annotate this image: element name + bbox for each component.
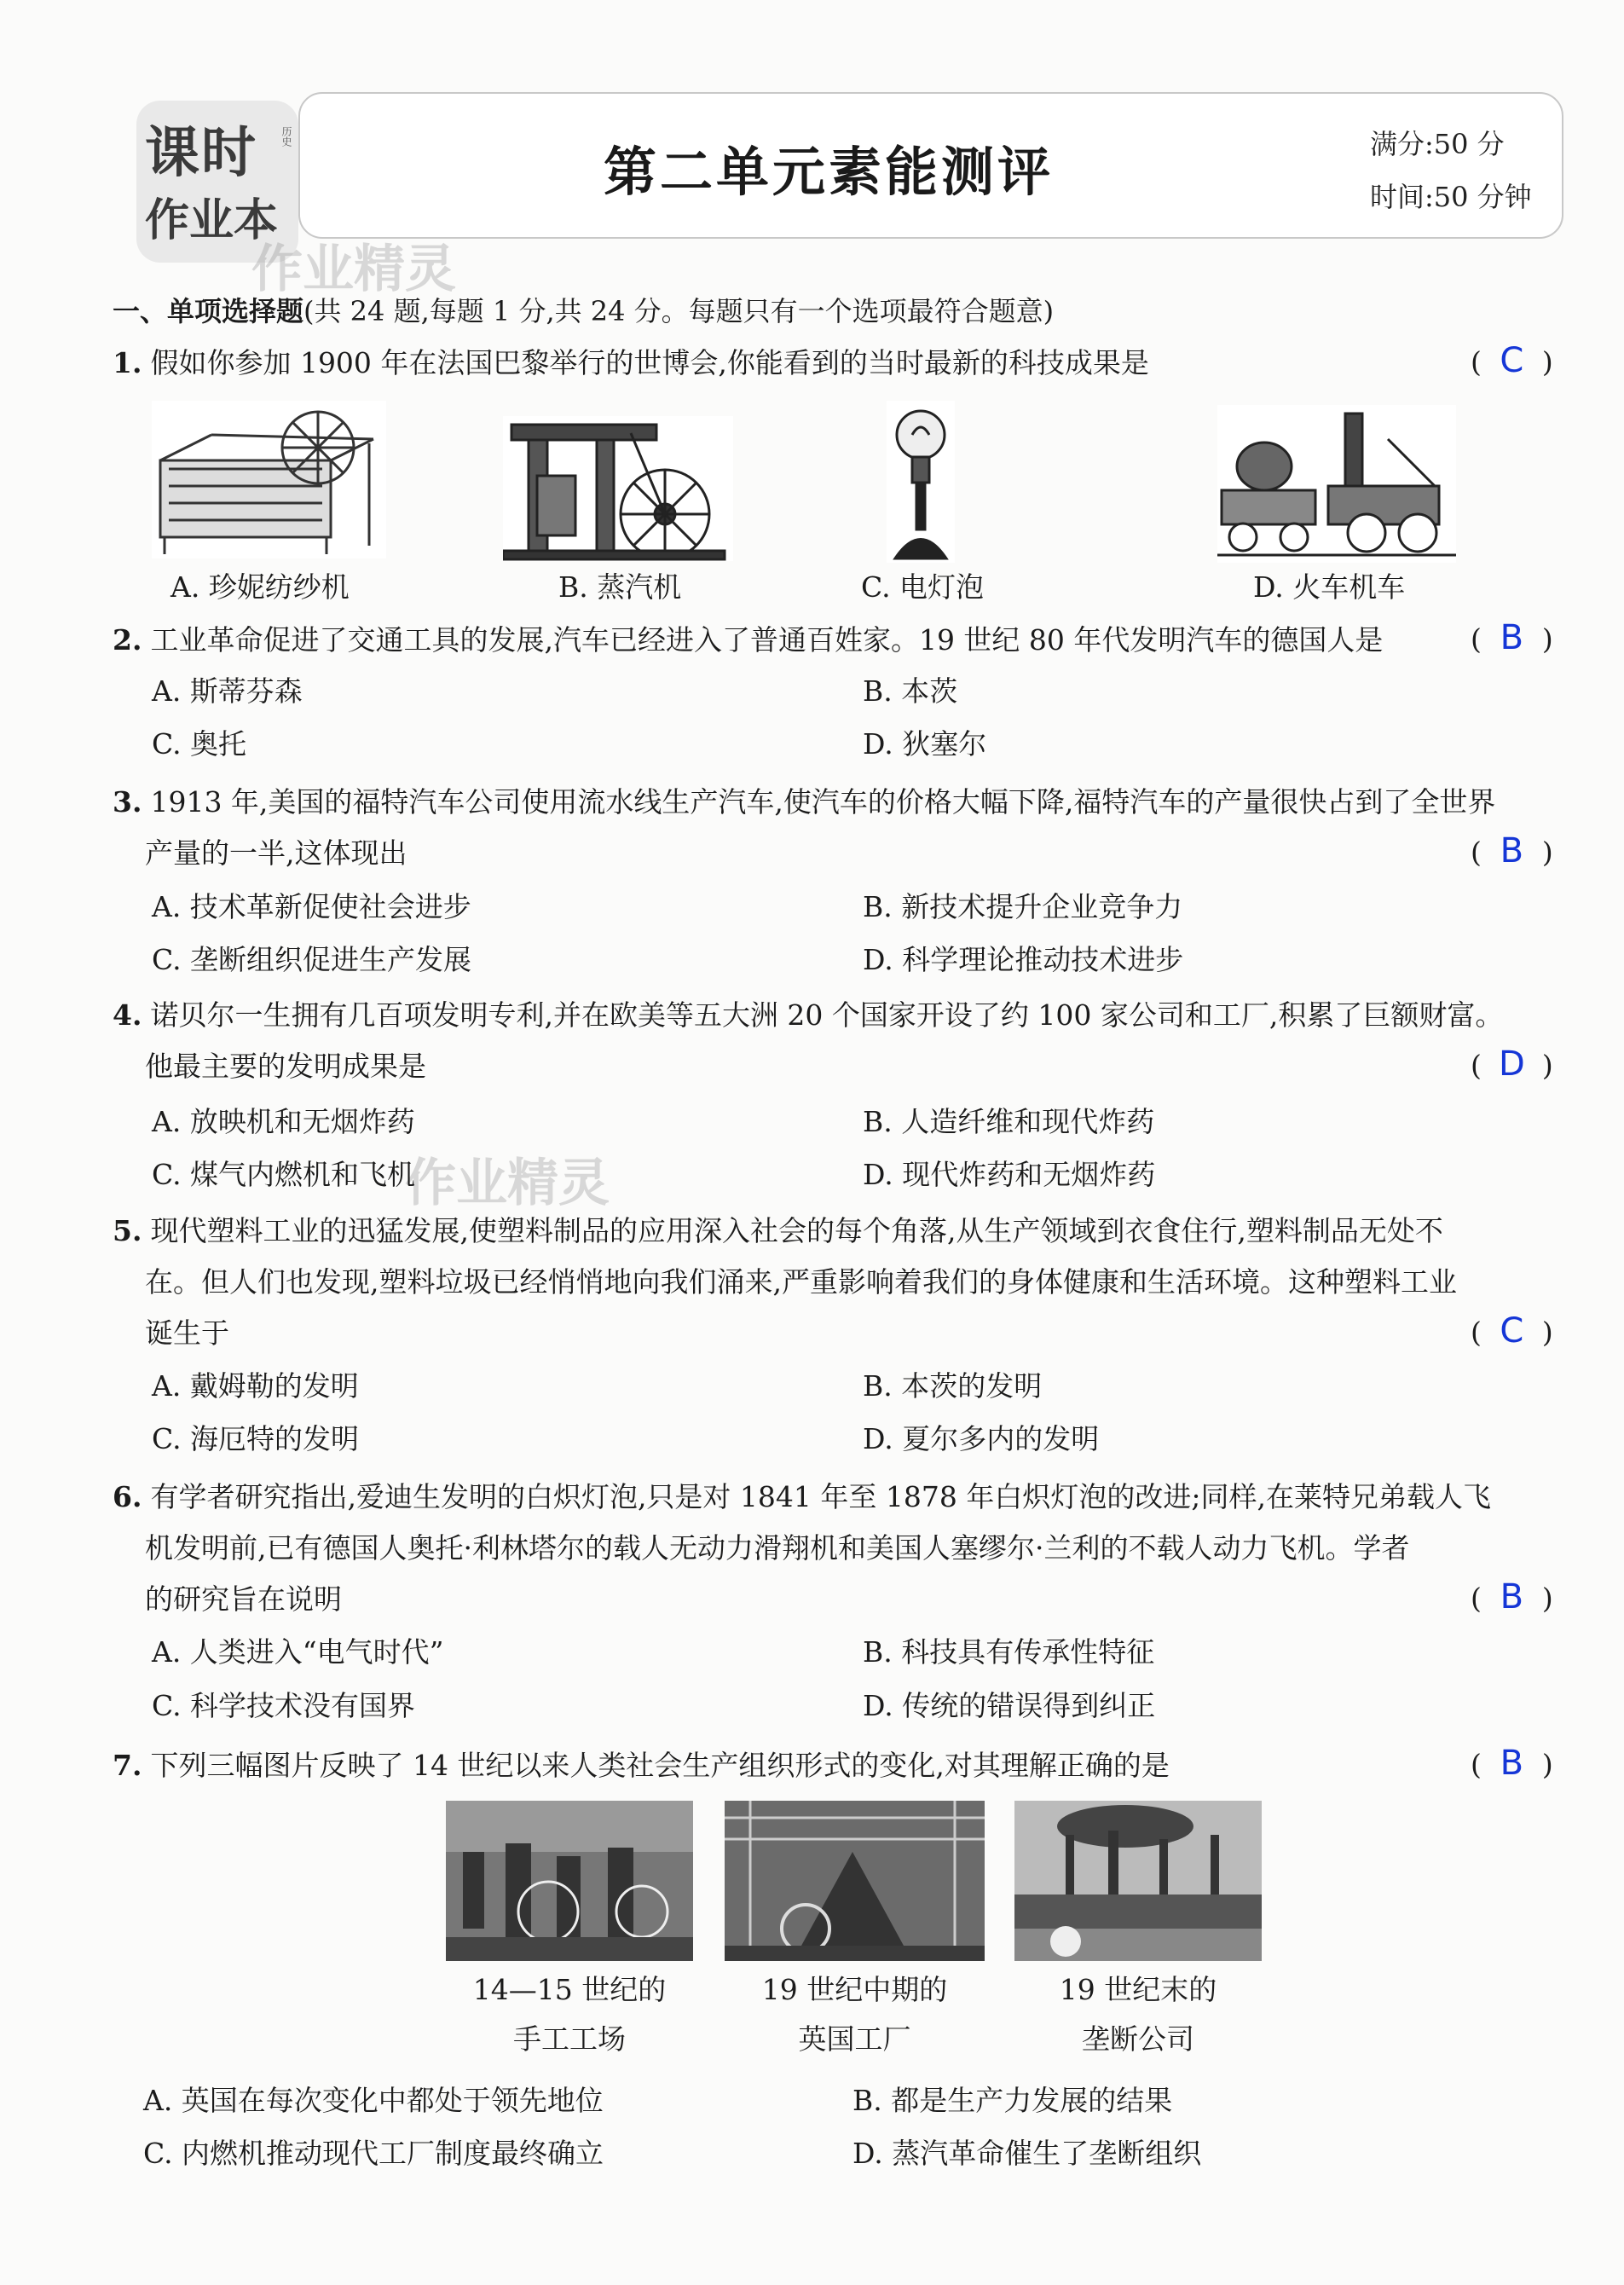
steam-engine-image [503, 416, 733, 561]
question-2-answer: ( B ) [1471, 618, 1553, 657]
question-3-option-b: B. 新技术提升企业竞争力 [863, 890, 1183, 923]
question-5-option-c: C. 海厄特的发明 [152, 1422, 360, 1455]
question-3-text: 3. 1913 年,美国的福特汽车公司使用流水线生产汽车,使汽车的价格大幅下降,福特汽车的产量很快占到了全世界 [113, 785, 1496, 819]
question-2-option-b: B. 本茨 [863, 674, 958, 708]
question-3-answer: ( B ) [1471, 831, 1553, 871]
question-5-option-d: D. 夏尔多内的发明 [863, 1422, 1100, 1455]
question-7-option-d: D. 蒸汽革命催生了垄断组织 [852, 2137, 1202, 2170]
question-5-text: 5. 现代塑料工业的迅猛发展,使塑料制品的应用深入社会的每个角落,从生产领域到衣食住行,塑料制品无处不 [113, 1214, 1443, 1247]
question-4-text: 4. 诺贝尔一生拥有几百项发明专利,并在欧美等五大洲 20 个国家开设了约 100 家公司和工厂,积累了巨额财富。 [113, 998, 1504, 1032]
photo-caption-1: 14—15 世纪的 手工工场 [472, 1973, 667, 2056]
question-3-option-a: A. 技术革新促使社会进步 [152, 890, 471, 923]
section-title: 一、单项选择题 [113, 295, 304, 327]
logo-line1: 课时 [145, 122, 257, 185]
question-6-option-b: B. 科技具有传承性特征 [863, 1635, 1155, 1669]
question-4-option-c: C. 煤气内燃机和飞机 [152, 1158, 416, 1191]
title-box [298, 92, 1563, 239]
full-score: 满分:50 分 [1370, 128, 1505, 160]
question-2-option-d: D. 狄塞尔 [863, 727, 987, 761]
question-5-answer: ( C ) [1471, 1311, 1553, 1351]
question-1-text: 1. 假如你参加 1900 年在法国巴黎举行的世博会,你能看到的当时最新的科技成果是 [113, 346, 1149, 379]
question-4-option-a: A. 放映机和无烟炸药 [152, 1105, 415, 1138]
photo-caption-2: 19 世纪中期的 英国工厂 [761, 1973, 948, 2056]
question-6-answer: ( B ) [1471, 1577, 1553, 1617]
question-5-option-b: B. 本茨的发明 [863, 1369, 1043, 1403]
monopoly-company-photo [1014, 1801, 1262, 1961]
page-title: 第二单元素能测评 [603, 141, 1054, 203]
question-6-text-line2: 机发明前,已有德国人奥托·利林塔尔的载人无动力滑翔机和美国人塞缪尔·兰利的不载人动力飞机。学者 [145, 1531, 1410, 1565]
question-number: 1. [113, 346, 142, 379]
light-bulb-image [887, 401, 955, 563]
spinning-jenny-image [152, 401, 386, 558]
question-1-option-c: C. 电灯泡 [861, 570, 985, 604]
question-3-text-line2: 产量的一半,这体现出 [145, 836, 407, 870]
section-note: (共 24 题,每题 1 分,共 24 分。每题只有一个选项最符合题意) [303, 295, 1055, 327]
question-6-text: 6. 有学者研究指出,爱迪生发明的白炽灯泡,只是对 1841 年至 1878 年白炽灯泡的改进;同样,在莱特兄弟载人飞 [113, 1480, 1491, 1513]
exam-meta [1370, 118, 1532, 223]
question-7-text: 7. 下列三幅图片反映了 14 世纪以来人类社会生产组织形式的变化,对其理解正确的是 [113, 1749, 1170, 1782]
photo-caption-3: 19 世纪末的 垄断公司 [1059, 1973, 1217, 2056]
question-7-option-a: A. 英国在每次变化中都处于领先地位 [143, 2084, 604, 2117]
question-5-text-line2: 在。但人们也发现,塑料垃圾已经悄悄地向我们涌来,严重影响着我们的身体健康和生活环境。这种塑料工业 [145, 1265, 1457, 1299]
question-6-option-c: C. 科学技术没有国界 [152, 1689, 416, 1722]
time-limit: 时间:50 分钟 [1370, 181, 1532, 213]
question-6-option-a: A. 人类进入“电气时代” [152, 1635, 444, 1669]
watermark-top: 作业精灵 [251, 240, 456, 299]
question-1-option-a: A. 珍妮纺纱机 [170, 570, 350, 604]
logo-line2: 作业本 [145, 195, 279, 246]
question-6-option-d: D. 传统的错误得到纠正 [863, 1689, 1156, 1722]
question-2-option-c: C. 奥托 [152, 727, 247, 761]
question-4-option-d: D. 现代炸药和无烟炸药 [863, 1158, 1156, 1191]
question-1-answer: ( C ) [1471, 341, 1553, 380]
question-2-option-a: A. 斯蒂芬森 [152, 674, 303, 708]
question-1-option-b: B. 蒸汽机 [558, 570, 682, 604]
workshop-photo [446, 1801, 693, 1961]
question-4-option-b: B. 人造纤维和现代炸药 [863, 1105, 1155, 1138]
logo-subject: 历史 [280, 126, 292, 147]
watermark-middle: 作业精灵 [405, 1154, 610, 1213]
question-4-text-line2: 他最主要的发明成果是 [145, 1050, 426, 1083]
question-7-answer: ( B ) [1471, 1744, 1553, 1783]
question-7-option-b: B. 都是生产力发展的结果 [852, 2084, 1173, 2117]
question-3-option-d: D. 科学理论推动技术进步 [863, 943, 1184, 976]
locomotive-image [1217, 405, 1456, 563]
question-7-option-c: C. 内燃机推动现代工厂制度最终确立 [143, 2137, 604, 2170]
factory-photo [725, 1801, 985, 1961]
question-3-option-c: C. 垄断组织促进生产发展 [152, 943, 472, 976]
question-5-text-line3: 诞生于 [145, 1316, 229, 1350]
question-1-option-d: D. 火车机车 [1253, 570, 1406, 604]
question-2-text: 2. 工业革命促进了交通工具的发展,汽车已经进入了普通百姓家。19 世纪 80 年代发明汽车的德国人是 [113, 623, 1384, 657]
section-heading [113, 290, 1054, 329]
question-4-answer: ( D ) [1471, 1044, 1553, 1084]
question-5-option-a: A. 戴姆勒的发明 [152, 1369, 359, 1403]
question-6-text-line3: 的研究旨在说明 [145, 1582, 342, 1616]
answer-letter: C [1500, 341, 1524, 380]
